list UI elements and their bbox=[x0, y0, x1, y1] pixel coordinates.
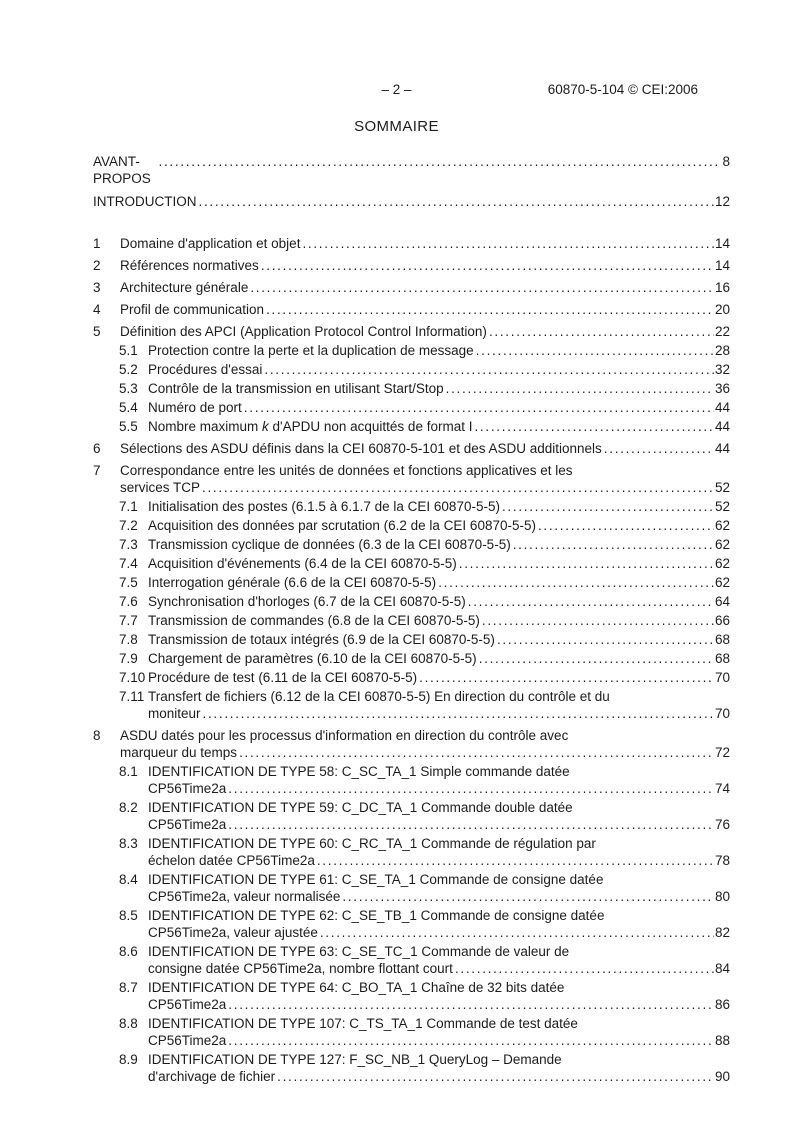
toc-entry bbox=[93, 1015, 730, 1049]
toc-entry bbox=[93, 871, 730, 905]
toc-entry-leader-row bbox=[148, 1068, 730, 1085]
toc-entry-body bbox=[120, 462, 730, 496]
dot-leader bbox=[203, 705, 714, 722]
dot-leader bbox=[302, 235, 714, 252]
toc-entry-body bbox=[148, 498, 730, 515]
dot-leader bbox=[159, 153, 722, 170]
toc-entry bbox=[93, 574, 730, 591]
label-text: Transmission de commandes (6.8 de la CEI 60870-5-5) bbox=[148, 613, 480, 628]
toc-entries-section bbox=[93, 216, 730, 1085]
toc-entry-label bbox=[148, 780, 226, 797]
dot-leader bbox=[476, 342, 714, 359]
toc-entry-leader-row bbox=[148, 960, 730, 977]
toc-entry-leader-row bbox=[120, 323, 730, 340]
toc-entry-label bbox=[148, 1032, 226, 1049]
toc-entry-number: 8.4 bbox=[119, 872, 138, 887]
toc-entry-label bbox=[148, 924, 318, 941]
toc-entry-number: 8.3 bbox=[119, 836, 138, 851]
toc-entry-number: 7.8 bbox=[119, 632, 138, 647]
toc-entry-number: 7.3 bbox=[119, 537, 138, 552]
toc-entry-number: 8.6 bbox=[119, 944, 138, 959]
toc-entry-label bbox=[148, 631, 495, 648]
toc-entry-label-line1: IDENTIFICATION DE TYPE 107: C_TS_TA_1 Commande de test datée bbox=[148, 1016, 578, 1031]
toc-entry-number: 4 bbox=[93, 302, 101, 317]
dot-leader bbox=[446, 380, 714, 397]
toc-entry-number: 7.11 bbox=[119, 689, 145, 704]
dot-leader bbox=[468, 593, 714, 610]
toc-page-number: 14 bbox=[714, 258, 730, 273]
dot-leader bbox=[489, 323, 714, 340]
toc-page-number: 14 bbox=[714, 236, 730, 251]
toc-entry-leader-row bbox=[120, 257, 730, 274]
toc-entry bbox=[93, 1051, 730, 1085]
toc-entry-number: 2 bbox=[93, 258, 101, 273]
label-text: échelon datée CP56Time2a bbox=[148, 853, 315, 868]
label-text: CP56Time2a, valeur normalisée bbox=[148, 889, 341, 904]
toc-entry-label bbox=[120, 279, 248, 296]
toc-entry-body bbox=[120, 257, 730, 274]
toc-page-number: 68 bbox=[714, 632, 730, 647]
toc-page-number: 28 bbox=[714, 343, 730, 358]
toc-entry-leader-row bbox=[148, 555, 730, 572]
toc-page-number: 8 bbox=[722, 154, 730, 169]
toc-page-number: 62 bbox=[714, 556, 730, 571]
label-text: Transmission cyclique de données (6.3 de la CEI 60870-5-5) bbox=[148, 537, 511, 552]
dot-leader bbox=[250, 279, 714, 296]
toc-page-number: 64 bbox=[714, 594, 730, 609]
toc-page-number: 62 bbox=[714, 537, 730, 552]
label-text: Chargement de paramètres (6.10 de la CEI 60870-5-5) bbox=[148, 651, 477, 666]
toc-entry-number: 5.1 bbox=[119, 343, 138, 358]
toc-entry-label-line1: Transfert de fichiers (6.12 de la CEI 60870-5-5) En direction du contrôle et du bbox=[148, 689, 610, 704]
dot-leader bbox=[538, 517, 714, 534]
toc-entry-label bbox=[148, 555, 457, 572]
toc-entry bbox=[93, 235, 730, 252]
toc-entry-number: 7 bbox=[93, 463, 101, 478]
label-text: Procédures d'essai bbox=[148, 362, 263, 377]
toc-page-number: 52 bbox=[714, 480, 730, 495]
label-text: consigne datée CP56Time2a, nombre flottant court bbox=[148, 961, 453, 976]
toc-entry-label bbox=[148, 536, 511, 553]
toc-entry bbox=[93, 593, 730, 610]
toc-entry-number: 8 bbox=[93, 728, 101, 743]
label-text-end: d'APDU non acquittés de format I bbox=[268, 419, 473, 434]
toc-page-number: 44 bbox=[714, 400, 730, 415]
toc-entry bbox=[93, 979, 730, 1013]
toc-entry bbox=[93, 536, 730, 553]
toc-entry-label bbox=[120, 235, 300, 252]
toc-entry-label bbox=[148, 960, 453, 977]
toc-page-number: 90 bbox=[714, 1069, 730, 1084]
dot-leader bbox=[239, 744, 714, 761]
toc-entry bbox=[93, 440, 730, 457]
toc-entry bbox=[93, 763, 730, 797]
toc-entry-body bbox=[148, 835, 730, 869]
table-of-contents bbox=[93, 153, 730, 1085]
label-text: services TCP bbox=[120, 480, 201, 495]
label-text: Contrôle de la transmission en utilisant Start/Stop bbox=[148, 381, 444, 396]
toc-entry-label-line1: IDENTIFICATION DE TYPE 60: C_RC_TA_1 Commande de régulation par bbox=[148, 836, 596, 851]
label-text: Acquisition d'événements (6.4 de la CEI 60870-5-5) bbox=[148, 556, 457, 571]
toc-entry-body bbox=[148, 650, 730, 667]
label-text: d'archivage de fichier bbox=[148, 1069, 276, 1084]
dot-leader bbox=[342, 888, 714, 905]
toc-entry-body bbox=[148, 907, 730, 941]
toc-entry-label bbox=[148, 361, 262, 378]
toc-entry bbox=[93, 631, 730, 648]
dot-leader bbox=[228, 816, 714, 833]
toc-entry-leader-row bbox=[148, 498, 730, 515]
toc-entry-body bbox=[148, 555, 730, 572]
toc-entry-label-line1: IDENTIFICATION DE TYPE 64: C_BO_TA_1 Chaîne de 32 bits datée bbox=[148, 980, 565, 995]
toc-entry-leader-row bbox=[148, 780, 730, 797]
label-text: Sélections des ASDU définis dans la CEI 60870-5-101 et des ASDU additionnels bbox=[120, 441, 602, 456]
toc-entry-body bbox=[120, 301, 730, 318]
dot-leader bbox=[228, 1032, 714, 1049]
toc-entry-label-line1: IDENTIFICATION DE TYPE 59: C_DC_TA_1 Commande double datée bbox=[148, 800, 573, 815]
header-page-number: – 2 – bbox=[381, 82, 412, 97]
toc-entry-label bbox=[148, 574, 436, 591]
toc-page-number: 68 bbox=[714, 651, 730, 666]
toc-entry-leader-row bbox=[148, 517, 730, 534]
toc-page-number: 20 bbox=[714, 302, 730, 317]
label-text: Numéro de port bbox=[148, 400, 242, 415]
toc-page-number: 72 bbox=[714, 745, 730, 760]
toc-entry bbox=[93, 323, 730, 340]
toc-entry-body bbox=[148, 342, 730, 359]
toc-entry-body bbox=[148, 979, 730, 1013]
toc-entry-label-line1: IDENTIFICATION DE TYPE 63: C_SE_TC_1 Commande de valeur de bbox=[148, 944, 570, 959]
toc-entry bbox=[93, 727, 730, 761]
toc-entry-body bbox=[148, 517, 730, 534]
toc-entry-number: 8.9 bbox=[119, 1052, 138, 1067]
toc-entry-body bbox=[148, 612, 730, 629]
toc-entry-number: 8.2 bbox=[119, 800, 138, 815]
toc-entry-label-line1: Correspondance entre les unités de données et fonctions applicatives et les bbox=[120, 463, 573, 478]
label-text: moniteur bbox=[148, 706, 201, 721]
toc-entry-label bbox=[148, 996, 226, 1013]
toc-entry-label bbox=[148, 650, 477, 667]
toc-entry-body bbox=[120, 235, 730, 252]
toc-entry-body bbox=[120, 440, 730, 457]
dot-leader bbox=[513, 536, 714, 553]
dot-leader bbox=[202, 479, 714, 496]
toc-entry-label bbox=[120, 323, 487, 340]
label-text: CP56Time2a bbox=[148, 781, 227, 796]
toc-entry-leader-row bbox=[148, 996, 730, 1013]
toc-entry-body bbox=[148, 669, 730, 686]
toc-entry-label bbox=[148, 418, 472, 435]
toc-page-number: 44 bbox=[714, 419, 730, 434]
toc-entry-body bbox=[148, 1051, 730, 1085]
toc-entry-body bbox=[148, 380, 730, 397]
toc-entry-label bbox=[120, 744, 237, 761]
toc-entry-leader-row bbox=[148, 612, 730, 629]
toc-entry-body bbox=[148, 871, 730, 905]
toc-page-number: 88 bbox=[714, 1033, 730, 1048]
label-text: Architecture générale bbox=[120, 280, 249, 295]
toc-entry-label bbox=[148, 669, 417, 686]
toc-entry-label: INTRODUCTION bbox=[93, 194, 197, 209]
toc-entry-number: 7.1 bbox=[119, 499, 138, 514]
toc-entry bbox=[93, 462, 730, 496]
dot-leader bbox=[479, 650, 714, 667]
toc-entry-label bbox=[148, 612, 480, 629]
dot-leader bbox=[228, 780, 714, 797]
toc-entry-label bbox=[148, 888, 340, 905]
toc-entry-label bbox=[148, 342, 474, 359]
label-text: CP56Time2a, valeur ajustée bbox=[148, 925, 318, 940]
toc-entry-label bbox=[120, 257, 259, 274]
toc-page-number: 22 bbox=[714, 324, 730, 339]
toc-entry-leader-row bbox=[148, 650, 730, 667]
toc-page-number: 36 bbox=[714, 381, 730, 396]
toc-entry-label bbox=[148, 399, 242, 416]
toc-entry-number: 7.7 bbox=[119, 613, 138, 628]
toc-entry-leader-row bbox=[120, 744, 730, 761]
toc-entry-number: 7.10 bbox=[119, 670, 146, 685]
toc-entry-body bbox=[148, 688, 730, 722]
toc-entry-label bbox=[148, 517, 536, 534]
toc-entry-number: 7.2 bbox=[119, 518, 138, 533]
dot-leader bbox=[459, 555, 714, 572]
toc-entry bbox=[93, 688, 730, 722]
toc-page-number: 78 bbox=[714, 853, 730, 868]
toc-entry-number: 8.8 bbox=[119, 1016, 138, 1031]
toc-entry bbox=[93, 380, 730, 397]
toc-page-number: 70 bbox=[714, 706, 730, 721]
toc-entry-label bbox=[148, 498, 500, 515]
toc-entry-body bbox=[148, 418, 730, 435]
toc-entry-body bbox=[120, 279, 730, 296]
toc-page-number: 70 bbox=[714, 670, 730, 685]
toc-entry-body bbox=[148, 799, 730, 833]
dot-leader bbox=[277, 1068, 714, 1085]
toc-entry-leader-row bbox=[120, 301, 730, 318]
toc-page-number: 74 bbox=[714, 781, 730, 796]
toc-entry-label bbox=[148, 852, 315, 869]
dot-leader bbox=[455, 960, 714, 977]
toc-entry-leader-row bbox=[148, 361, 730, 378]
toc-entry bbox=[93, 650, 730, 667]
toc-entry bbox=[93, 279, 730, 296]
toc-entry-leader-row bbox=[148, 593, 730, 610]
toc-entry-leader-row bbox=[148, 342, 730, 359]
toc-entry-leader-row bbox=[148, 852, 730, 869]
toc-entry-number: 7.6 bbox=[119, 594, 138, 609]
toc-entry-body bbox=[148, 399, 730, 416]
toc-entry-body bbox=[148, 1015, 730, 1049]
toc-page-number: 52 bbox=[714, 499, 730, 514]
toc-entry bbox=[93, 498, 730, 515]
page-title: SOMMAIRE bbox=[354, 118, 439, 135]
label-text: Acquisition des données par scrutation (6.2 de la CEI 60870-5-5) bbox=[148, 518, 536, 533]
label-text: Nombre maximum bbox=[148, 419, 263, 434]
toc-entry bbox=[93, 361, 730, 378]
dot-leader bbox=[502, 498, 714, 515]
toc-entry-body bbox=[120, 727, 730, 761]
toc-entry-label-line1: IDENTIFICATION DE TYPE 58: C_SC_TA_1 Simple commande datée bbox=[148, 764, 570, 779]
toc-entry bbox=[93, 555, 730, 572]
dot-leader bbox=[228, 996, 714, 1013]
toc-entry bbox=[93, 517, 730, 534]
toc-entry-number: 8.5 bbox=[119, 908, 138, 923]
dot-leader bbox=[474, 418, 714, 435]
toc-entry-number: 5.2 bbox=[119, 362, 138, 377]
toc-entry bbox=[93, 257, 730, 274]
toc-front-section bbox=[93, 153, 730, 210]
toc-entry bbox=[93, 612, 730, 629]
toc-entry-label bbox=[148, 380, 444, 397]
toc-entry-body bbox=[148, 763, 730, 797]
label-text: Transmission de totaux intégrés (6.9 de la CEI 60870-5-5) bbox=[148, 632, 495, 647]
toc-entry bbox=[93, 399, 730, 416]
label-text: CP56Time2a bbox=[148, 817, 227, 832]
toc-entry bbox=[93, 418, 730, 435]
toc-entry-label-line1: ASDU datés pour les processus d'information en direction du contrôle avec bbox=[120, 728, 569, 743]
toc-entry-body bbox=[148, 574, 730, 591]
toc-entry-label bbox=[120, 301, 264, 318]
dot-leader bbox=[264, 361, 714, 378]
dot-leader bbox=[266, 301, 714, 318]
toc-page-number: 62 bbox=[714, 518, 730, 533]
dot-leader bbox=[261, 257, 714, 274]
toc-entry bbox=[93, 342, 730, 359]
toc-entry bbox=[93, 943, 730, 977]
label-text: Synchronisation d'horloges (6.7 de la CEI 60870-5-5) bbox=[148, 594, 466, 609]
dot-leader bbox=[244, 399, 714, 416]
label-text: Références normatives bbox=[120, 258, 259, 273]
toc-entry-label bbox=[120, 440, 602, 457]
toc-entry-number: 8.1 bbox=[119, 764, 138, 779]
toc-page-number: 12 bbox=[714, 194, 730, 209]
dot-leader bbox=[482, 612, 714, 629]
toc-entry-number: 8.7 bbox=[119, 980, 138, 995]
toc-entry-leader-row bbox=[148, 536, 730, 553]
toc-entry-label bbox=[120, 479, 200, 496]
toc-entry-label bbox=[148, 1068, 275, 1085]
dot-leader bbox=[320, 924, 714, 941]
label-text: marqueur du temps bbox=[120, 745, 238, 760]
label-text: CP56Time2a bbox=[148, 997, 227, 1012]
toc-entry-leader-row bbox=[148, 380, 730, 397]
toc-entry-leader-row bbox=[148, 1032, 730, 1049]
toc-entry-number: 3 bbox=[93, 280, 101, 295]
toc-entry-number: 7.9 bbox=[119, 651, 138, 666]
toc-entry-leader-row bbox=[148, 669, 730, 686]
toc-entry-leader-row bbox=[148, 816, 730, 833]
toc-entry-number: 7.5 bbox=[119, 575, 138, 590]
dot-leader bbox=[317, 852, 714, 869]
toc-entry-label bbox=[148, 705, 201, 722]
toc-entry-body bbox=[148, 593, 730, 610]
toc-entry-leader-row bbox=[120, 279, 730, 296]
toc-entry-number: 6 bbox=[93, 441, 101, 456]
toc-entry-body bbox=[148, 536, 730, 553]
toc-entry-leader-row bbox=[120, 440, 730, 457]
toc-entry-leader-row bbox=[148, 631, 730, 648]
toc-page-number: 16 bbox=[714, 280, 730, 295]
toc-entry bbox=[93, 907, 730, 941]
toc-entry-number: 7.4 bbox=[119, 556, 138, 571]
dot-leader bbox=[419, 669, 714, 686]
label-text: Protection contre la perte et la duplication de message bbox=[148, 343, 474, 358]
dot-leader bbox=[199, 193, 714, 210]
dot-leader bbox=[604, 440, 714, 457]
toc-entry-label bbox=[148, 593, 466, 610]
label-text: Procédure de test (6.11 de la CEI 60870-5-5) bbox=[148, 670, 418, 685]
label-italic-text: k bbox=[262, 419, 269, 434]
toc-entry-label-line1: IDENTIFICATION DE TYPE 127: F_SC_NB_1 QueryLog – Demande bbox=[148, 1052, 562, 1067]
toc-entry-label: AVANT-PROPOS bbox=[93, 154, 151, 186]
label-text: Initialisation des postes (6.1.5 à 6.1.7 de la CEI 60870-5-5) bbox=[148, 499, 500, 514]
toc-entry-leader-row bbox=[120, 479, 730, 496]
toc-entry-body bbox=[148, 943, 730, 977]
toc-page-number: 62 bbox=[714, 575, 730, 590]
toc-entry-label-line1: IDENTIFICATION DE TYPE 61: C_SE_TA_1 Commande de consigne datée bbox=[148, 872, 604, 887]
toc-entry-leader-row bbox=[148, 888, 730, 905]
toc-entry bbox=[93, 835, 730, 869]
toc-entry-leader-row bbox=[148, 924, 730, 941]
toc-entry-number: 5 bbox=[93, 324, 101, 339]
toc-entry-body bbox=[148, 361, 730, 378]
label-text: Définition des APCI (Application Protocol Control Information) bbox=[120, 324, 487, 339]
toc-entry bbox=[93, 799, 730, 833]
label-text: Profil de communication bbox=[120, 302, 265, 317]
toc-entry bbox=[93, 669, 730, 686]
toc-entry-number: 5.5 bbox=[119, 419, 138, 434]
toc-entry-leader-row bbox=[148, 705, 730, 722]
toc-entry-leader-row bbox=[120, 235, 730, 252]
toc-page-number: 84 bbox=[714, 961, 730, 976]
toc-entry bbox=[93, 153, 730, 187]
toc-page-number: 86 bbox=[714, 997, 730, 1012]
toc-entry bbox=[93, 193, 730, 210]
toc-page-number: 66 bbox=[714, 613, 730, 628]
toc-entry-label-line1: IDENTIFICATION DE TYPE 62: C_SE_TB_1 Commande de consigne datée bbox=[148, 908, 605, 923]
dot-leader bbox=[497, 631, 714, 648]
toc-entry-body bbox=[148, 631, 730, 648]
toc-entry-leader-row bbox=[148, 399, 730, 416]
toc-entry-label bbox=[148, 816, 226, 833]
toc-entry-leader-row bbox=[148, 418, 730, 435]
toc-entry-number: 5.4 bbox=[119, 400, 138, 415]
toc-entry-body bbox=[120, 323, 730, 340]
toc-entry-number: 1 bbox=[93, 236, 101, 251]
label-text: CP56Time2a bbox=[148, 1033, 227, 1048]
toc-page-number: 76 bbox=[714, 817, 730, 832]
dot-leader bbox=[438, 574, 714, 591]
toc-page-number: 44 bbox=[714, 441, 730, 456]
label-text: Domaine d'application et objet bbox=[120, 236, 301, 251]
toc-entry-number: 5.3 bbox=[119, 381, 138, 396]
toc-entry-leader-row bbox=[148, 574, 730, 591]
label-text: Interrogation générale (6.6 de la CEI 60870-5-5) bbox=[148, 575, 437, 590]
toc-page-number: 82 bbox=[714, 925, 730, 940]
header-document-reference: 60870-5-104 © CEI:2006 bbox=[547, 82, 698, 97]
toc-entry bbox=[93, 301, 730, 318]
toc-page-number: 80 bbox=[714, 889, 730, 904]
toc-page-number: 32 bbox=[714, 362, 730, 377]
